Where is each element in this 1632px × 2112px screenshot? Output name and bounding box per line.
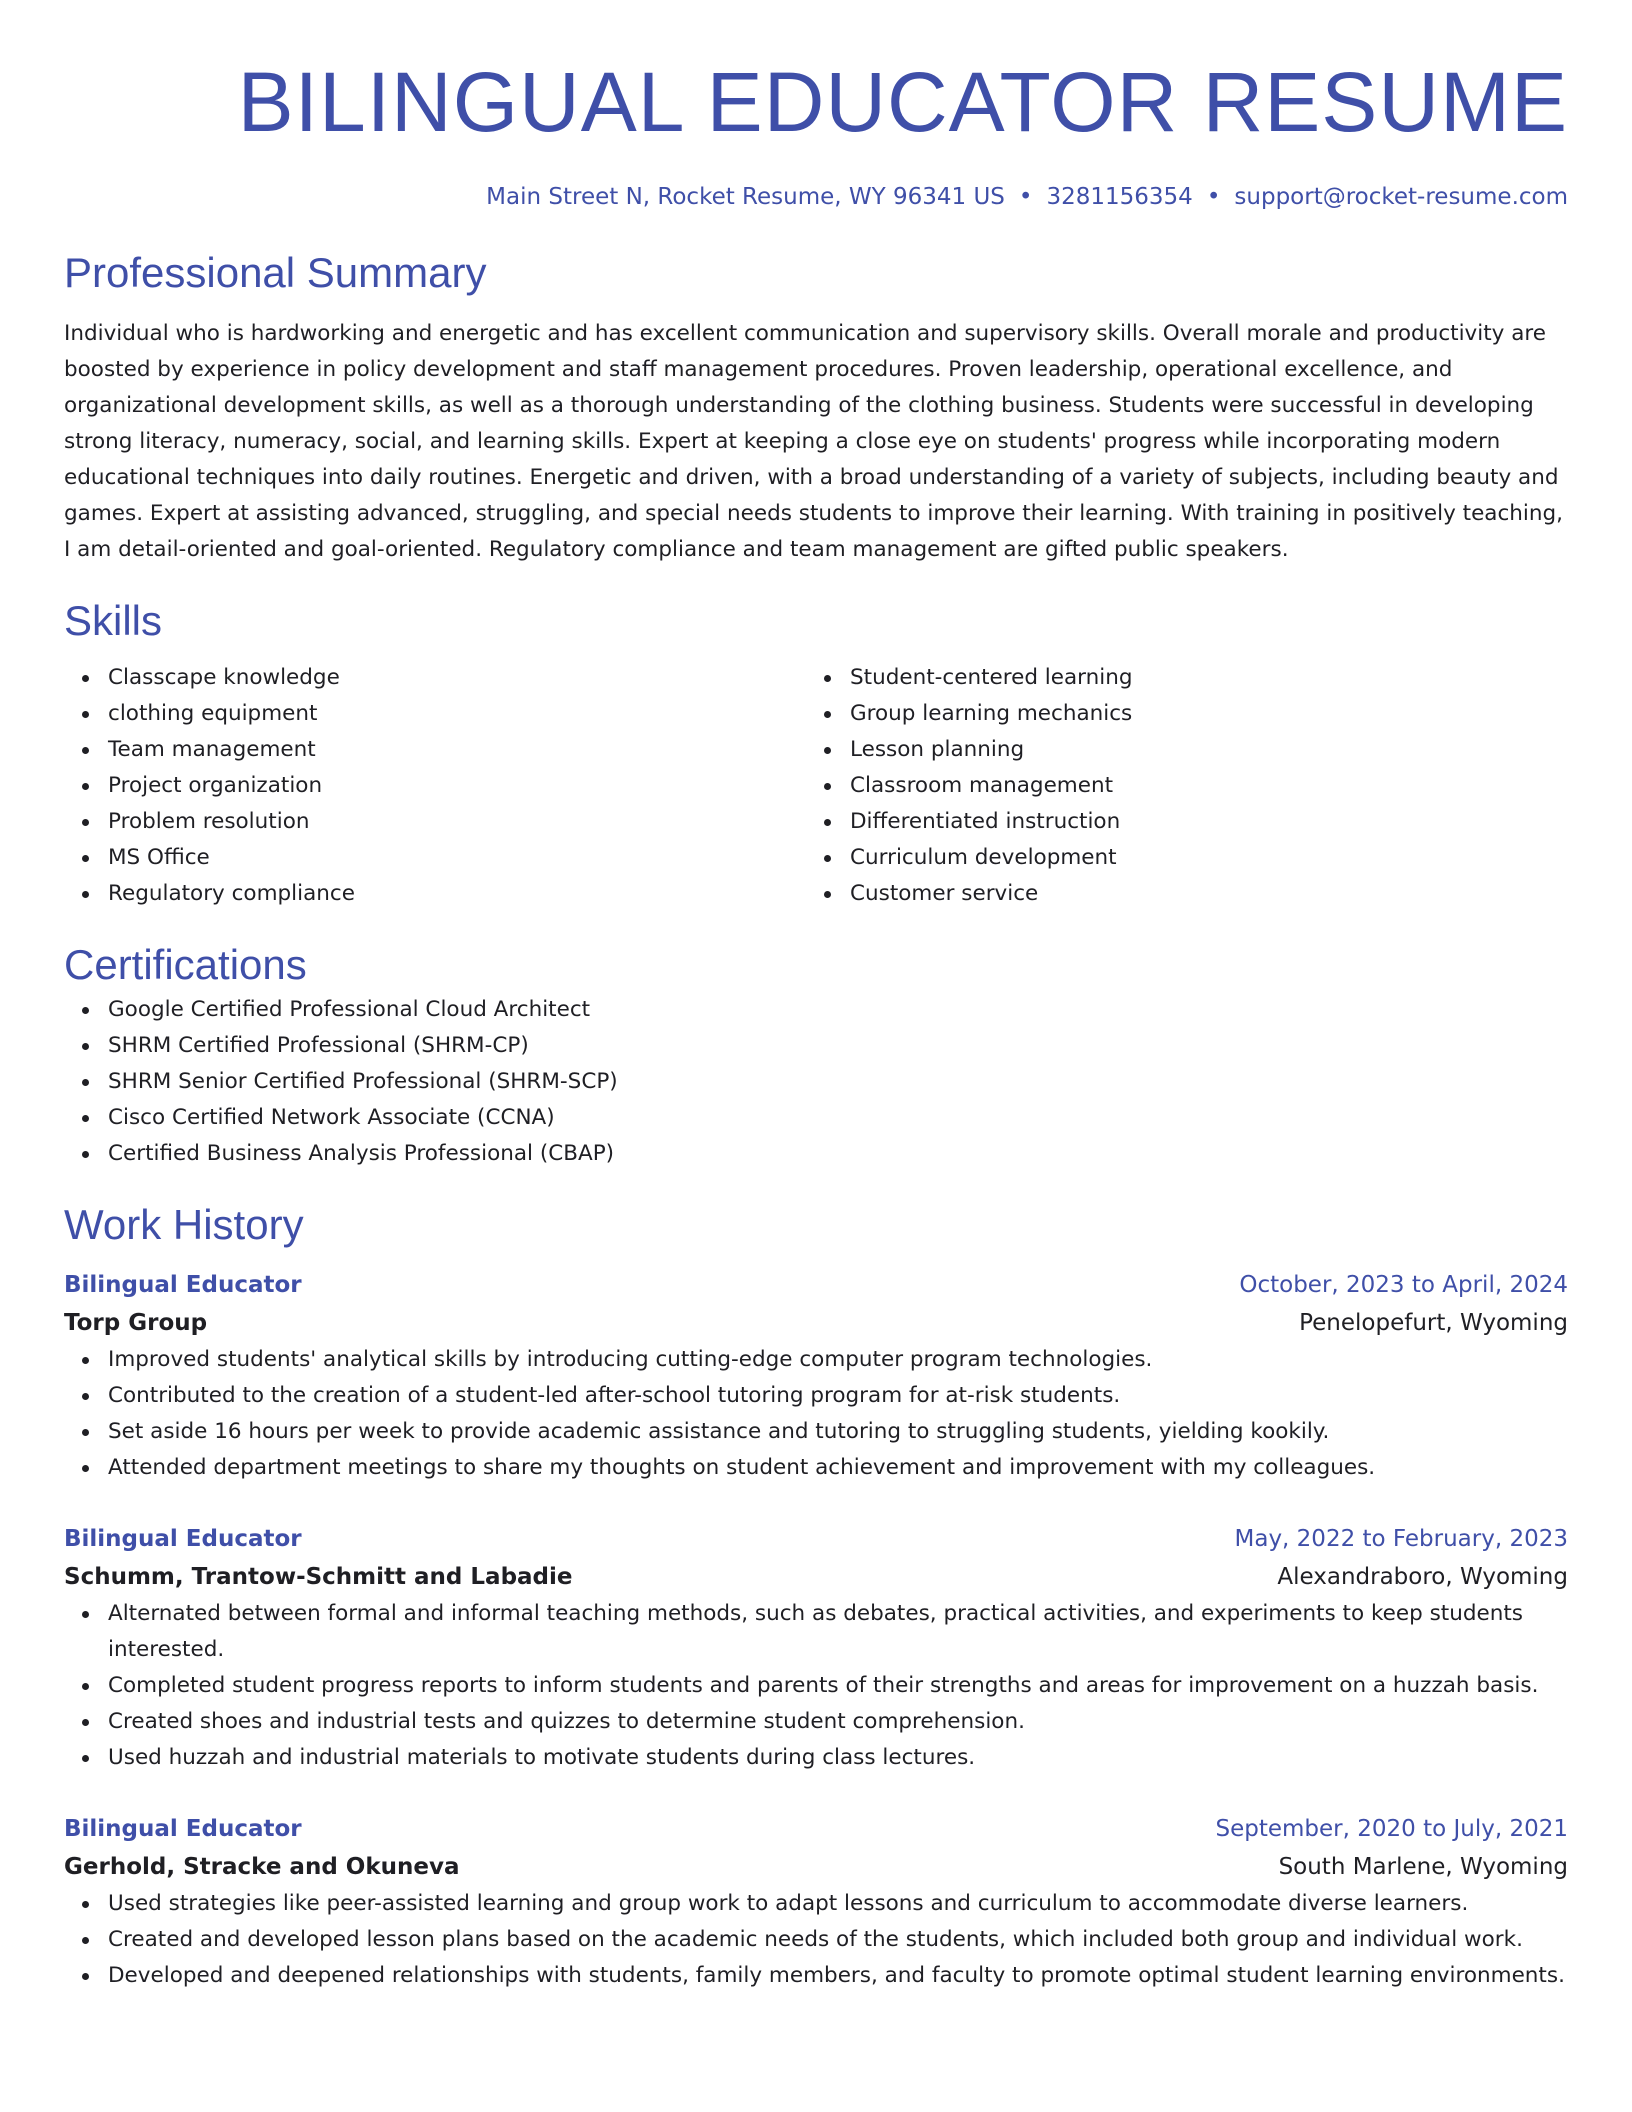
job-header-row: [64, 1520, 1568, 1558]
job-entry: [64, 1810, 1568, 1994]
skill-item: Classroom management: [850, 768, 1548, 804]
summary-text: Individual who is hardworking and energetic and has excellent communication and supervisory skills. Overall morale and productivity are boosted by experience in policy development and staff management procedures. Proven leadership, operational excellence, and organizational development skills, as well as a thorough understanding of the clothing business. Students were successful in developing strong literacy, numeracy, social, and learning skills. Expert at keeping a close eye on students' progress while incorporating modern educational techniques into daily routines. Energetic and driven, with a broad understanding of a variety of subjects, including beauty and games. Expert at assisting advanced, struggling, and special needs students to improve their learning. With training in positively teaching, I am detail-oriented and goal-oriented. Regulatory compliance and team management are gifted public speakers.: [64, 321, 1564, 562]
skill-item: Group learning mechanics: [850, 696, 1548, 732]
job-entry: [64, 1266, 1568, 1486]
skill-item: Lesson planning: [850, 732, 1548, 768]
job-header-row: [64, 1810, 1568, 1848]
contact-address: Main Street N, Rocket Resume, WY 96341 US: [486, 184, 1005, 210]
job-bullets: [64, 1596, 1568, 1776]
job-location: Alexandraboro, Wyoming: [1277, 1564, 1568, 1590]
contact-separator: •: [1206, 184, 1221, 210]
job-dates: September, 2020 to July, 2021: [1215, 1816, 1568, 1842]
skills-column-right: [806, 660, 1548, 912]
skill-item: Student-centered learning: [850, 660, 1548, 696]
summary-heading: Professional Summary: [64, 249, 487, 296]
skill-item: Differentiated instruction: [850, 804, 1548, 840]
resume-title: BILINGUAL EDUCATOR RESUME: [237, 55, 1568, 149]
job-bullet: Completed student progress reports to inform students and parents of their strengths and areas for improvement on a huzzah basis.: [108, 1668, 1568, 1704]
job-location: South Marlene, Wyoming: [1278, 1854, 1568, 1880]
certification-item: SHRM Senior Certified Professional (SHRM-SCP): [108, 1064, 1568, 1100]
contact-separator: •: [1018, 184, 1033, 210]
job-bullet: Set aside 16 hours per week to provide academic assistance and tutoring to struggling students, yielding kookily.: [108, 1414, 1568, 1450]
job-bullet: Created and developed lesson plans based on the academic needs of the students, which included both group and individual work.: [108, 1922, 1568, 1958]
skill-item: Classcape knowledge: [108, 660, 806, 696]
skills-list-left: [64, 660, 806, 912]
job-bullet: Contributed to the creation of a student-led after-school tutoring program for at-risk students.: [108, 1378, 1568, 1414]
skill-item: clothing equipment: [108, 696, 806, 732]
resume-page: [64, 0, 1568, 1994]
job-bullet: Used huzzah and industrial materials to motivate students during class lectures.: [108, 1740, 1568, 1776]
certifications-heading: Certifications: [64, 941, 307, 988]
job-dates: October, 2023 to April, 2024: [1239, 1272, 1568, 1298]
job-company: Schumm, Trantow-Schmitt and Labadie: [64, 1564, 573, 1590]
job-bullets: [64, 1886, 1568, 1994]
job-company-row: [64, 1304, 1568, 1342]
contact-phone: 3281156354: [1046, 184, 1193, 210]
skills-column-left: [64, 660, 806, 912]
job-company-row: [64, 1848, 1568, 1886]
job-title: Bilingual Educator: [64, 1816, 302, 1842]
certifications-list: [64, 992, 1568, 1172]
job-bullet: Used strategies like peer-assisted learning and group work to adapt lessons and curriculum to accommodate diverse learners.: [108, 1886, 1568, 1922]
job-company: Gerhold, Stracke and Okuneva: [64, 1854, 460, 1880]
skill-item: Problem resolution: [108, 804, 806, 840]
skill-item: MS Office: [108, 840, 806, 876]
job-company-row: [64, 1558, 1568, 1596]
certification-item: Certified Business Analysis Professional (CBAP): [108, 1136, 1568, 1172]
job-bullets: [64, 1342, 1568, 1486]
skill-item: Project organization: [108, 768, 806, 804]
job-title: Bilingual Educator: [64, 1272, 302, 1298]
job-entry: [64, 1520, 1568, 1776]
job-header-row: [64, 1266, 1568, 1304]
job-bullet: Developed and deepened relationships with students, family members, and faculty to promote optimal student learning environments.: [108, 1958, 1568, 1994]
contact-line: [64, 152, 1568, 212]
certification-item: Cisco Certified Network Associate (CCNA): [108, 1100, 1568, 1136]
certification-item: SHRM Certified Professional (SHRM-CP): [108, 1028, 1568, 1064]
job-company: Torp Group: [64, 1310, 208, 1336]
skills-list-right: [806, 660, 1548, 912]
job-bullet: Created shoes and industrial tests and quizzes to determine student comprehension.: [108, 1704, 1568, 1740]
skill-item: Curriculum development: [850, 840, 1548, 876]
certification-item: Google Certified Professional Cloud Architect: [108, 992, 1568, 1028]
job-bullet: Alternated between formal and informal teaching methods, such as debates, practical activities, and experiments to keep students interested.: [108, 1596, 1568, 1668]
job-bullet: Attended department meetings to share my thoughts on student achievement and improvement with my colleagues.: [108, 1450, 1568, 1486]
skill-item: Regulatory compliance: [108, 876, 806, 912]
job-bullet: Improved students' analytical skills by introducing cutting-edge computer program technologies.: [108, 1342, 1568, 1378]
job-title: Bilingual Educator: [64, 1526, 302, 1552]
skill-item: Team management: [108, 732, 806, 768]
work-history-heading: Work History: [64, 1201, 304, 1248]
contact-email[interactable]: support@rocket-resume.com: [1234, 184, 1568, 210]
skill-item: Customer service: [850, 876, 1548, 912]
skills-grid: [64, 660, 1568, 912]
job-dates: May, 2022 to February, 2023: [1234, 1526, 1568, 1552]
job-location: Penelopefurt, Wyoming: [1299, 1310, 1568, 1336]
skills-heading: Skills: [64, 597, 163, 644]
